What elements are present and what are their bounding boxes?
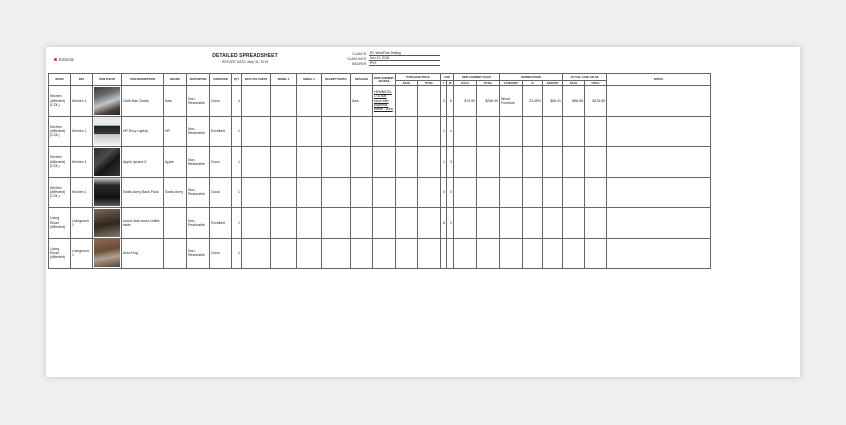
cell-serial <box>297 147 322 178</box>
cell-condition: Good <box>210 238 232 269</box>
cell-retailer <box>351 208 373 239</box>
cell-age-m: 0 <box>447 208 454 239</box>
report-date: REPORT DATE: May 31, 2019 <box>221 60 269 64</box>
cell-rvx: Kitchen 1 <box>71 177 93 208</box>
item-photo <box>94 87 120 115</box>
cell-room: Kitchen (Affected) (COL) <box>49 147 71 178</box>
col-header-age-m: M <box>447 81 454 86</box>
cell-rv-total <box>477 177 500 208</box>
cell-room: Kitchen (Affected) (COL) <box>49 177 71 208</box>
table-row <box>49 238 711 269</box>
cell-replacement-source <box>373 177 396 208</box>
cell-dep-amount: $69.41 <box>543 86 563 117</box>
cell-purchase-total <box>418 147 441 178</box>
col-header-retailer: RETAILER <box>351 74 373 86</box>
cell-purchase-each <box>396 208 418 239</box>
cell-age-y: 1 <box>441 147 447 178</box>
cell-purchase-total <box>418 177 441 208</box>
cell-item-photo <box>93 116 122 147</box>
col-header-actual-cash-value: ACTUAL CASH VALUE <box>563 74 607 81</box>
cell-qty: 4 <box>232 86 242 117</box>
cell-data-tag-photo <box>242 177 271 208</box>
cell-dep-amount <box>543 177 563 208</box>
cell-acv-total <box>585 238 607 269</box>
cell-purchase-total <box>418 116 441 147</box>
cell-acv-each <box>563 238 585 269</box>
table-row <box>49 177 711 208</box>
cell-rv-total <box>477 147 500 178</box>
cell-retailer <box>351 177 373 208</box>
logo-text: Encircle <box>59 57 74 62</box>
cell-receipt-photo <box>322 208 351 239</box>
col-header-rvx: RVX <box>71 74 93 86</box>
col-header-purchase-total: TOTAL <box>418 81 441 86</box>
cell-rv-total: $296.00 <box>477 86 500 117</box>
cell-notes <box>607 147 711 178</box>
cell-dep-category <box>500 177 523 208</box>
cell-dep-category <box>500 208 523 239</box>
table-row <box>49 86 711 117</box>
cell-purchase-total <box>418 238 441 269</box>
cell-qty: 1 <box>232 116 242 147</box>
cell-data-tag-photo <box>242 147 271 178</box>
cell-rvx: Kitchen 1 <box>71 116 93 147</box>
cell-brand: Swiss Army <box>164 177 187 208</box>
col-header-notes: NOTES <box>607 74 711 86</box>
col-header-replacement-value: REPLACEMENT VALUE <box>454 74 500 81</box>
cell-acv-each <box>563 116 585 147</box>
cell-data-tag-photo <box>242 208 271 239</box>
cell-data-tag-photo <box>242 238 271 269</box>
cell-notes <box>607 177 711 208</box>
cell-rvx: Livingroom 1 <box>71 238 93 269</box>
cell-dep-pct <box>523 116 543 147</box>
cell-model <box>271 86 297 117</box>
cell-rv-total <box>477 116 500 147</box>
cell-brand <box>164 238 187 269</box>
meta-value: RVX <box>369 61 440 66</box>
cell-brand: HP <box>164 116 187 147</box>
cell-item-photo <box>93 238 122 269</box>
col-header-acv-each: EACH <box>563 81 585 86</box>
cell-room: Living Room (Affected) <box>49 238 71 269</box>
cell-condition: Good <box>210 177 232 208</box>
cell-serial <box>297 208 322 239</box>
col-header-dep-amount: AMOUNT <box>543 81 563 86</box>
cell-qty: 1 <box>232 177 242 208</box>
item-photo <box>94 239 120 267</box>
meta-row-insurer <box>340 61 440 66</box>
cell-condition: Good <box>210 86 232 117</box>
col-header-dep-category: CATEGORY <box>500 81 523 86</box>
cell-replacement-source <box>373 208 396 239</box>
cell-age-y: 0 <box>441 177 447 208</box>
table-row <box>49 208 711 239</box>
item-photo <box>94 209 120 237</box>
cell-qty: 1 <box>232 147 242 178</box>
cell-model <box>271 147 297 178</box>
cell-retailer: Ikea <box>351 86 373 117</box>
cell-dep-amount <box>543 208 563 239</box>
cell-age-y: 1 <box>441 116 447 147</box>
page-title: DETAILED SPREADSHEET <box>212 53 278 59</box>
cell-age-y: 0 <box>441 86 447 117</box>
col-header-purchase-price: PURCHASE PRICE <box>396 74 441 81</box>
cell-dep-pct <box>523 177 543 208</box>
col-header-replacement-source: REPLACEMENT SOURCE <box>373 74 396 86</box>
meta-label: CLAIM DATE: <box>347 57 367 61</box>
cell-model <box>271 177 297 208</box>
cell-rv-total <box>477 208 500 239</box>
col-header-brand: BRAND <box>164 74 187 86</box>
cell-notes <box>607 208 711 239</box>
col-header-dep-pct: % <box>523 81 543 86</box>
cell-acv-total <box>585 147 607 178</box>
cell-receipt-photo <box>322 116 351 147</box>
col-header-room: ROOM <box>49 74 71 86</box>
cell-room: Kitchen (Affected) (COL) <box>49 116 71 147</box>
cell-dep-pct <box>523 208 543 239</box>
cell-acv-total <box>585 208 607 239</box>
col-header-disposition: DISPOSITION <box>187 74 210 86</box>
cell-acv-each <box>563 177 585 208</box>
cell-replacement-source <box>373 238 396 269</box>
item-photo <box>94 117 120 145</box>
col-header-condition: CONDITION <box>210 74 232 86</box>
cell-acv-total <box>585 177 607 208</box>
cell-receipt-photo <box>322 147 351 178</box>
cell-model <box>271 238 297 269</box>
cell-purchase-each <box>396 177 418 208</box>
cell-rvx: Livingroom 1 <box>71 208 93 239</box>
cell-condition: Excellent <box>210 208 232 239</box>
cell-age-m: 6 <box>447 86 454 117</box>
cell-dep-amount <box>543 116 563 147</box>
item-photo <box>94 148 120 176</box>
col-header-age-y: Y <box>441 81 447 86</box>
col-header-data-tag-photo: DATA TAG PHOTO <box>242 74 271 86</box>
cell-rv-each: $74.00 <box>454 86 477 117</box>
cell-purchase-total <box>418 86 441 117</box>
table-row <box>49 147 711 178</box>
cell-purchase-each <box>396 147 418 178</box>
cell-rv-each <box>454 177 477 208</box>
cell-brand <box>164 208 187 239</box>
cell-description: Swiss Army Back Pack <box>122 177 164 208</box>
col-header-item-photo: ITEM PHOTO <box>93 74 122 86</box>
cell-purchase-each <box>396 116 418 147</box>
cell-rv-total <box>477 238 500 269</box>
cell-receipt-photo <box>322 86 351 117</box>
cell-room: Kitchen (Affected) (COL) <box>49 86 71 117</box>
cell-receipt-photo <box>322 177 351 208</box>
cell-data-tag-photo <box>242 116 271 147</box>
cell-replacement-source <box>373 147 396 178</box>
cell-notes <box>607 238 711 269</box>
cell-serial <box>297 238 322 269</box>
cell-brand: Apple <box>164 147 187 178</box>
col-header-purchase-each: EACH <box>396 81 418 86</box>
cell-data-tag-photo <box>242 86 271 117</box>
cell-dep-pct: 23.45% <box>523 86 543 117</box>
cell-replacement-source[interactable]: HEMNES/LO & Bar stool with backrest, frame - Ikea <box>373 86 396 117</box>
cell-retailer <box>351 147 373 178</box>
cell-retailer <box>351 238 373 269</box>
cell-age-m: 0 <box>447 177 454 208</box>
cell-description: Area Rug <box>122 238 164 269</box>
cell-disposition: Non-Restorable <box>187 116 210 147</box>
cell-item-photo <box>93 208 122 239</box>
meta-label: INSURER: <box>351 62 367 66</box>
cell-age-m <box>447 238 454 269</box>
cell-notes <box>607 86 711 117</box>
cell-rv-each <box>454 208 477 239</box>
cell-serial <box>297 116 322 147</box>
cell-description: Apple iphone 6 <box>122 147 164 178</box>
cell-item-photo <box>93 147 122 178</box>
meta-value: RC WordFlow Testing <box>369 51 440 56</box>
cell-notes <box>607 116 711 147</box>
cell-item-photo <box>93 177 122 208</box>
cell-disposition: Non-Restorable <box>187 86 210 117</box>
cell-acv-each: $56.65 <box>563 86 585 117</box>
claim-meta <box>340 51 440 66</box>
cell-dep-category <box>500 238 523 269</box>
cell-room: Living Room (Affected) <box>49 208 71 239</box>
cell-condition: Excellent <box>210 116 232 147</box>
col-header-item-description: ITEM DESCRIPTION <box>122 74 164 86</box>
logo <box>54 57 74 62</box>
detailed-spreadsheet-table <box>48 73 711 269</box>
cell-brand: Ikea <box>164 86 187 117</box>
cell-model <box>271 116 297 147</box>
cell-rvx: Kitchen 1 <box>71 147 93 178</box>
cell-receipt-photo <box>322 238 351 269</box>
col-header-model: MODEL # <box>271 74 297 86</box>
cell-purchase-total <box>418 208 441 239</box>
cell-rv-each <box>454 116 477 147</box>
logo-mark-icon <box>54 58 57 61</box>
cell-dep-pct <box>523 147 543 178</box>
cell-retailer <box>351 116 373 147</box>
meta-value: Nov 22, 2018 <box>369 56 440 61</box>
cell-purchase-each <box>396 238 418 269</box>
title-block <box>200 53 290 64</box>
cell-serial <box>297 177 322 208</box>
col-header-qty: QTY <box>232 74 242 86</box>
cell-acv-each <box>563 208 585 239</box>
cell-dep-category <box>500 116 523 147</box>
cell-item-photo <box>93 86 122 117</box>
cell-disposition: Non-Restorable <box>187 208 210 239</box>
cell-description: round dark wood coffee table <box>122 208 164 239</box>
cell-age-y: 6 <box>441 208 447 239</box>
cell-model <box>271 208 297 239</box>
cell-age-m: 1 <box>447 116 454 147</box>
cell-dep-category: Wood Furniture <box>500 86 523 117</box>
cell-dep-amount <box>543 147 563 178</box>
cell-purchase-each <box>396 86 418 117</box>
cell-disposition: Non-Restorable <box>187 238 210 269</box>
cell-acv-each <box>563 147 585 178</box>
cell-rv-each <box>454 238 477 269</box>
cell-description: Cloth Bar Chairs <box>122 86 164 117</box>
cell-rvx: Kitchen 1 <box>71 86 93 117</box>
item-photo <box>94 178 120 206</box>
col-header-receipt-photo: RECEIPT PHOTO <box>322 74 351 86</box>
col-header-age: AGE <box>441 74 454 81</box>
cell-serial <box>297 86 322 117</box>
col-header-acv-total: TOTAL <box>585 81 607 86</box>
cell-dep-category <box>500 147 523 178</box>
cell-qty: 1 <box>232 238 242 269</box>
cell-age-m: 3 <box>447 147 454 178</box>
cell-acv-total: $226.59 <box>585 86 607 117</box>
col-header-serial: SERIAL # <box>297 74 322 86</box>
cell-disposition: Non-Restorable <box>187 177 210 208</box>
cell-acv-total <box>585 116 607 147</box>
cell-replacement-source <box>373 116 396 147</box>
cell-rv-each <box>454 147 477 178</box>
cell-condition: Good <box>210 147 232 178</box>
cell-qty: 1 <box>232 208 242 239</box>
cell-dep-pct <box>523 238 543 269</box>
cell-dep-amount <box>543 238 563 269</box>
cell-disposition: Non-Restorable <box>187 147 210 178</box>
col-header-rv-each: EACH <box>454 81 477 86</box>
table-row <box>49 116 711 147</box>
meta-label: CLAIM ID: <box>352 52 367 56</box>
cell-description: HP Envy Laptop <box>122 116 164 147</box>
col-header-depreciation: DEPRECIATION <box>500 74 563 81</box>
col-header-rv-total: TOTAL <box>477 81 500 86</box>
